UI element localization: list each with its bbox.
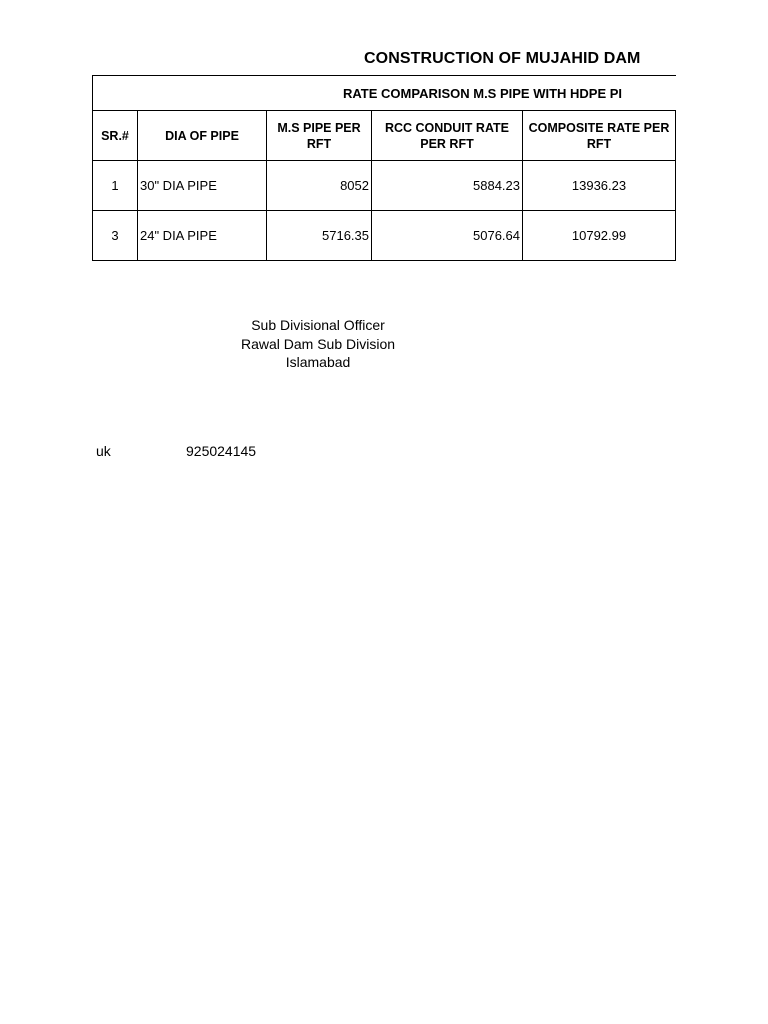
table-subtitle-text: RATE COMPARISON M.S PIPE WITH HDPE PI <box>343 85 623 101</box>
table-header-row <box>93 111 677 161</box>
rate-comparison-table <box>92 75 676 261</box>
header-sr: SR.# <box>93 111 138 161</box>
header-composite-rate: COMPOSITE RATE PER RFT <box>523 111 676 161</box>
signature-designation: Sub Divisional Officer <box>251 317 385 333</box>
table-row <box>93 211 677 261</box>
signature-block <box>200 316 436 372</box>
header-ms-pipe-per-rft: M.S PIPE PER RFT <box>267 111 372 161</box>
cell-dia-of-pipe: 30" DIA PIPE <box>138 161 267 211</box>
cell-ms-pipe-rate: 8052 <box>267 161 372 211</box>
cell-rcc-conduit-rate: 5076.64 <box>372 211 523 261</box>
cell-cut-off <box>676 211 677 261</box>
cell-sr: 1 <box>93 161 138 211</box>
signature-city: Islamabad <box>285 354 351 370</box>
table-row <box>93 161 677 211</box>
cell-composite-rate: 10792.99 <box>523 211 676 261</box>
cell-dia-of-pipe: 24" DIA PIPE <box>138 211 267 261</box>
table-subtitle <box>93 76 677 111</box>
cell-composite-rate: 13936.23 <box>523 161 676 211</box>
signature-division: Rawal Dam Sub Division <box>240 335 396 352</box>
header-rcc-conduit-rate: RCC CONDUIT RATE PER RFT <box>372 111 523 161</box>
footer-value: 925024145 <box>186 443 257 459</box>
footer-label: uk <box>96 443 111 459</box>
header-cut-off-cell <box>676 111 677 161</box>
cell-sr: 3 <box>93 211 138 261</box>
rate-table-container <box>92 75 676 263</box>
cell-ms-pipe-rate: 5716.35 <box>267 211 372 261</box>
cell-rcc-conduit-rate: 5884.23 <box>372 161 523 211</box>
cell-cut-off <box>676 161 677 211</box>
document-title: CONSTRUCTION OF MUJAHID DAM <box>364 50 641 67</box>
table-subtitle-row <box>93 76 677 111</box>
header-dia-of-pipe: DIA OF PIPE <box>138 111 267 161</box>
